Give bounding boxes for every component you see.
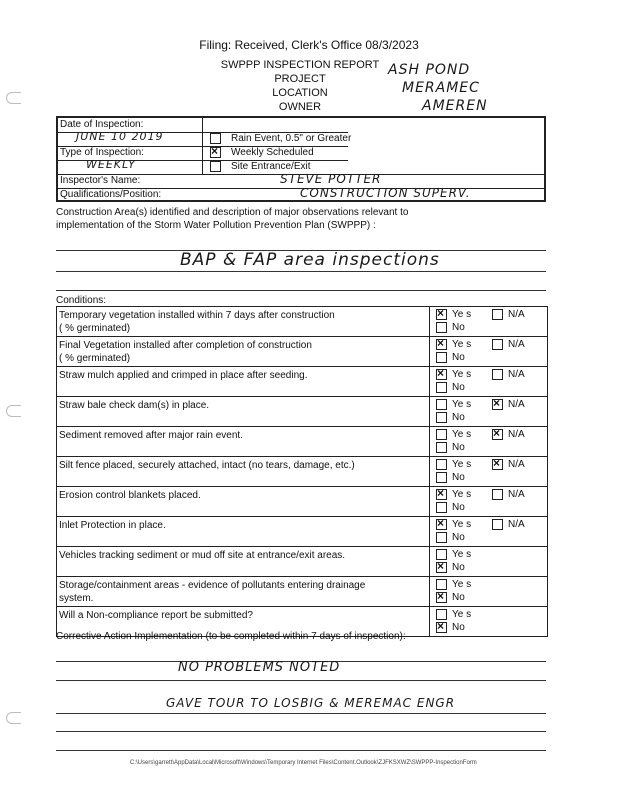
qualifications-label: Qualifications/Position: bbox=[60, 189, 162, 200]
condition-text: Vehicles tracking sediment or mud off site at entrance/exit areas. bbox=[59, 550, 346, 561]
condition-checkboxes: Ye s ×No bbox=[429, 607, 548, 636]
title-line: PROJECT bbox=[274, 73, 326, 85]
na-checkbox[interactable] bbox=[492, 429, 503, 440]
condition-row bbox=[57, 397, 547, 427]
condition-text: Straw mulch applied and crimped in place after seeding. bbox=[59, 370, 308, 381]
condition-row bbox=[57, 547, 547, 577]
condition-text: Will a Non-compliance report be submitted? bbox=[59, 610, 253, 621]
type-label: Type of Inspection: bbox=[60, 147, 144, 158]
no-checkbox[interactable] bbox=[436, 472, 447, 483]
handwritten-project: ASH POND bbox=[388, 62, 471, 78]
na-checkbox[interactable] bbox=[492, 399, 503, 410]
condition-checkboxes: Ye s ×No bbox=[429, 577, 548, 606]
condition-row bbox=[57, 337, 547, 367]
condition-text: Sediment removed after major rain event. bbox=[59, 430, 243, 441]
condition-checkboxes: × Ye s No N/A bbox=[429, 517, 548, 546]
condition-checkboxes: ×Ye s No N/A bbox=[429, 337, 548, 366]
site-entrance-checkbox[interactable] bbox=[210, 161, 221, 172]
type-value: WEEKLY bbox=[86, 158, 136, 171]
title-line: LOCATION bbox=[272, 87, 328, 99]
yes-checkbox[interactable] bbox=[436, 429, 447, 440]
no-checkbox[interactable] bbox=[436, 502, 447, 513]
construction-description: Construction Area(s) identified and description of major observations relevant to implementation of the Storm Water Pollution Prevention Plan (SWPPP) : bbox=[56, 207, 409, 231]
no-checkbox[interactable] bbox=[436, 532, 447, 543]
construction-handwritten: BAP & FAP area inspections bbox=[180, 250, 440, 270]
na-checkbox[interactable] bbox=[492, 339, 503, 350]
file-path-footer: C:\Users\garrett\AppData\Local\Microsoft\Windows\Temporary Internet Files\Content.Outlook\ZJFKSXWZ\SWPPP-InspectionForm bbox=[130, 760, 477, 766]
no-checkbox[interactable] bbox=[436, 622, 447, 633]
yes-checkbox[interactable] bbox=[436, 309, 447, 320]
filing-stamp: Filing: Received, Clerk's Office 08/3/2023 bbox=[199, 38, 419, 52]
na-checkbox[interactable] bbox=[492, 309, 503, 320]
condition-checkboxes: Ye s No ×N/A bbox=[429, 427, 548, 456]
inspector-value: STEVE POTTER bbox=[280, 172, 382, 186]
inspection-info-box bbox=[56, 116, 546, 202]
report-title bbox=[200, 58, 400, 114]
handwritten-owner: AMEREN bbox=[422, 98, 488, 114]
no-checkbox[interactable] bbox=[436, 592, 447, 603]
qualifications-value: CONSTRUCTION SUPERV. bbox=[300, 186, 471, 200]
condition-row bbox=[57, 457, 547, 487]
condition-text: Storage/containment areas - evidence of pollutants entering drainage system. bbox=[59, 580, 366, 604]
title-line: OWNER bbox=[278, 101, 322, 113]
conditions-table bbox=[56, 306, 548, 637]
corrective-line-1: NO PROBLEMS NOTED bbox=[178, 660, 341, 675]
punch-hole bbox=[6, 405, 21, 417]
punch-hole bbox=[6, 712, 21, 724]
no-checkbox[interactable] bbox=[436, 322, 447, 333]
condition-text: Inlet Protection in place. bbox=[59, 520, 166, 531]
inspector-label: Inspector's Name: bbox=[60, 175, 141, 186]
corrective-action-label: Corrective Action Implementation (to be completed within 7 days of inspection): bbox=[56, 631, 406, 642]
conditions-label: Conditions: bbox=[56, 295, 107, 306]
yes-checkbox[interactable] bbox=[436, 399, 447, 410]
yes-checkbox[interactable] bbox=[436, 489, 447, 500]
yes-checkbox[interactable] bbox=[436, 459, 447, 470]
condition-text: Erosion control blankets placed. bbox=[59, 490, 201, 501]
punch-hole bbox=[6, 92, 21, 104]
condition-text: Final Vegetation installed after completion of construction ( % germinated) bbox=[59, 340, 312, 364]
handwritten-location: MERAMEC bbox=[402, 80, 480, 96]
na-checkbox[interactable] bbox=[492, 489, 503, 500]
weekly-checkbox[interactable] bbox=[210, 147, 221, 158]
condition-checkboxes: × Ye s No N/A bbox=[429, 367, 548, 396]
option-rain-event: Rain Event, 0.5" or Greater bbox=[210, 133, 351, 144]
condition-row bbox=[57, 427, 547, 457]
blank-line bbox=[56, 713, 546, 714]
option-weekly: ×Weekly Scheduled bbox=[210, 147, 314, 158]
title-line: SWPPP INSPECTION REPORT bbox=[220, 59, 380, 71]
condition-row bbox=[57, 577, 547, 607]
condition-text: Silt fence placed, securely attached, intact (no tears, damage, etc.) bbox=[59, 460, 355, 471]
no-checkbox[interactable] bbox=[436, 382, 447, 393]
no-checkbox[interactable] bbox=[436, 562, 447, 573]
blank-line bbox=[56, 680, 546, 681]
yes-checkbox[interactable] bbox=[436, 519, 447, 530]
corrective-line-2: GAVE TOUR TO LOSBIG & MEREMAC ENGR bbox=[166, 696, 456, 710]
condition-checkboxes: ×Ye s No N/A bbox=[429, 307, 548, 336]
blank-line bbox=[56, 750, 546, 751]
blank-line bbox=[56, 731, 546, 732]
yes-checkbox[interactable] bbox=[436, 369, 447, 380]
condition-row bbox=[57, 307, 547, 337]
condition-row bbox=[57, 487, 547, 517]
condition-text: Temporary vegetation installed within 7 days after construction ( % germinated) bbox=[59, 310, 335, 334]
blank-line bbox=[56, 290, 546, 291]
no-checkbox[interactable] bbox=[436, 442, 447, 453]
condition-checkboxes: Ye s No ×N/A bbox=[429, 397, 548, 426]
condition-checkboxes: Ye s ×No bbox=[429, 547, 548, 576]
na-checkbox[interactable] bbox=[492, 369, 503, 380]
condition-row bbox=[57, 517, 547, 547]
no-checkbox[interactable] bbox=[436, 412, 447, 423]
rain-event-checkbox[interactable] bbox=[210, 133, 221, 144]
no-checkbox[interactable] bbox=[436, 352, 447, 363]
condition-checkboxes: Ye s No ×N/A bbox=[429, 457, 548, 486]
yes-checkbox[interactable] bbox=[436, 339, 447, 350]
blank-line bbox=[56, 271, 546, 272]
option-site-entrance: Site Entrance/Exit bbox=[210, 161, 310, 172]
na-checkbox[interactable] bbox=[492, 459, 503, 470]
condition-text: Straw bale check dam(s) in place. bbox=[59, 400, 210, 411]
date-value: JUNE 10 2019 bbox=[76, 130, 164, 143]
condition-row bbox=[57, 367, 547, 397]
na-checkbox[interactable] bbox=[492, 519, 503, 530]
date-label: Date of Inspection: bbox=[60, 119, 144, 130]
condition-checkboxes: × Ye s No N/A bbox=[429, 487, 548, 516]
